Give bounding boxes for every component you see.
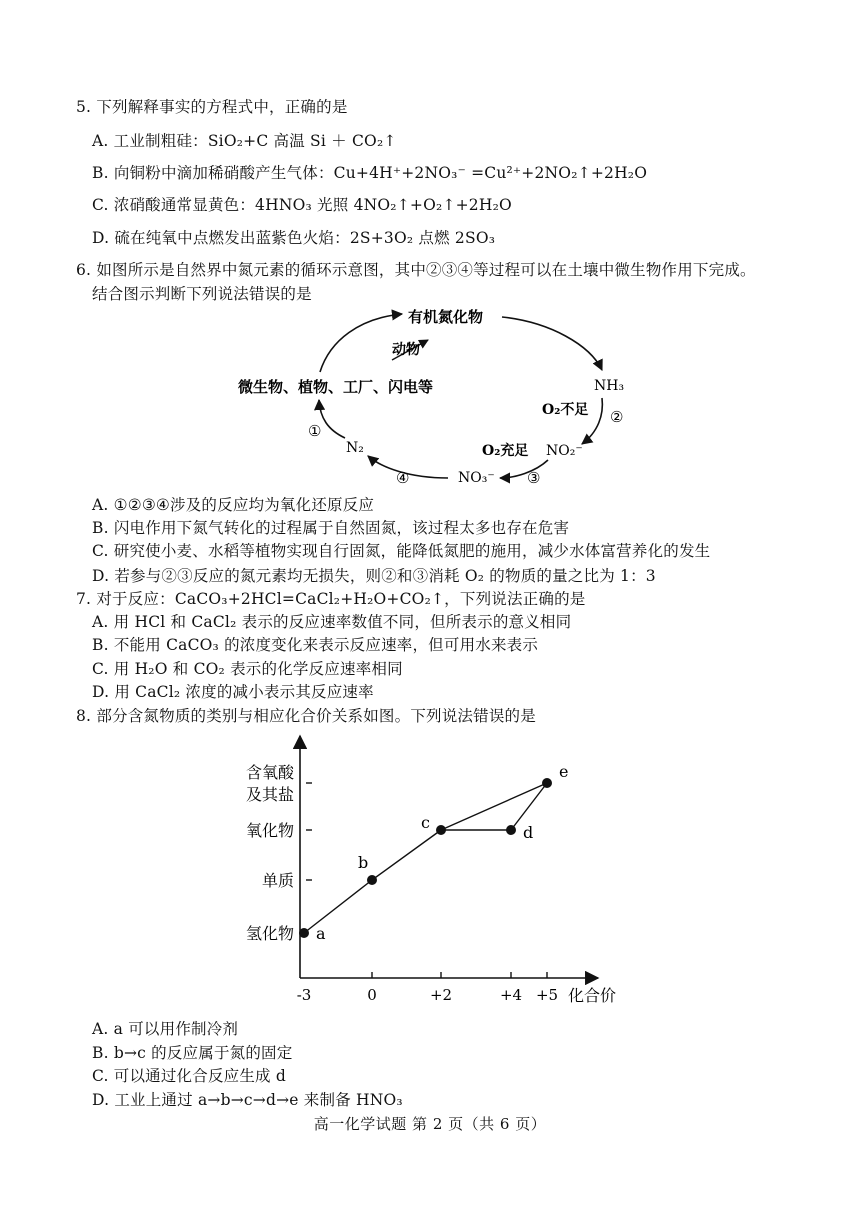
label-no3: NO₃⁻ — [458, 470, 495, 486]
point-label-b: b — [358, 853, 369, 872]
label-organic-n: 有机氮化物 — [408, 308, 484, 326]
y-category-label: 氧化物 — [245, 821, 294, 840]
point-label-d: d — [523, 823, 534, 842]
q5-option-c: C. 浓硝酸通常显黄色：4HNO₃ 光照 4NO₂↑+O₂↑+2H₂O — [92, 196, 512, 214]
q5-option-b: B. 向铜粉中滴加稀硝酸产生气体：Cu+4H⁺+2NO₃⁻ =Cu²⁺+2NO₂↑+2H₂O — [92, 164, 648, 182]
q6-option-d: D. 若参与②③反应的氮元素均无损失，则②和③消耗 O₂ 的物质的量之比为 1：3 — [92, 567, 656, 585]
data-point-c — [436, 825, 446, 835]
data-point-e — [542, 778, 552, 788]
label-no2: NO₂⁻ — [546, 443, 583, 459]
connection-line-a-b — [304, 880, 372, 933]
label-sources: 微生物、植物、工厂、闪电等 — [238, 378, 434, 396]
q5-option-d: D. 硫在纯氧中点燃发出蓝紫色火焰：2S+3O₂ 点燃 2SO₃ — [92, 229, 496, 247]
q7-option-a: A. 用 HCl 和 CaCl₂ 表示的反应速率数值不同，但所表示的意义相同 — [92, 613, 572, 631]
q8-option-b: B. b→c 的反应属于氮的固定 — [92, 1044, 293, 1062]
q6-option-a: A. ①②③④涉及的反应均为氧化还原反应 — [92, 496, 375, 514]
data-point-b — [367, 875, 377, 885]
q7-option-b: B. 不能用 CaCO₃ 的浓度变化来表示反应速率，但可用水来表示 — [92, 636, 539, 654]
q6-stem-line2: 结合图示判断下列说法错误的是 — [92, 285, 312, 303]
q5-stem: 5. 下列解释事实的方程式中，正确的是 — [76, 98, 348, 116]
y-category-label: 及其盐 — [245, 785, 294, 804]
x-tick-label: +4 — [499, 986, 523, 1004]
page-footer: 高一化学试题 第 2 页（共 6 页） — [313, 1115, 547, 1133]
label-animal: 动物 — [392, 342, 420, 358]
q6-option-b: B. 闪电作用下氮气转化的过程属于自然固氮，该过程太多也存在危害 — [92, 519, 570, 537]
label-o2-sufficient: O₂充足 — [482, 443, 529, 459]
q7-option-d: D. 用 CaCl₂ 浓度的减小表示其反应速率 — [92, 683, 374, 701]
x-tick-label: +2 — [429, 986, 453, 1004]
label-nh3: NH₃ — [594, 378, 625, 394]
x-tick-label: 0 — [367, 986, 377, 1004]
x-tick-label: +5 — [535, 986, 559, 1004]
q6-stem-line1: 6. 如图所示是自然界中氮元素的循环示意图，其中②③④等过程可以在土壤中微生物作用下完成。 — [76, 261, 756, 279]
y-category-label: 含氧酸 — [245, 763, 294, 782]
q8-option-d: D. 工业上通过 a→b→c→d→e 来制备 HNO₃ — [92, 1091, 403, 1109]
q7-stem: 7. 对于反应：CaCO₃+2HCl=CaCl₂+H₂O+CO₂↑，下列说法正确的是 — [76, 590, 586, 608]
data-point-d — [506, 825, 516, 835]
q7-option-c: C. 用 H₂O 和 CO₂ 表示的化学反应速率相同 — [92, 660, 403, 678]
label-n2: N₂ — [346, 440, 364, 456]
circle-num-1: ① — [308, 422, 322, 440]
point-label-e: e — [559, 762, 569, 781]
y-category-label: 氢化物 — [245, 924, 294, 943]
circle-num-2: ② — [610, 408, 624, 426]
q8-option-a: A. a 可以用作制冷剂 — [92, 1020, 239, 1038]
label-o2-insufficient: O₂不足 — [542, 402, 589, 418]
circle-num-4: ④ — [396, 469, 410, 487]
point-label-c: c — [421, 813, 430, 832]
connection-line-b-c — [372, 830, 441, 880]
circle-num-3: ③ — [527, 469, 541, 487]
x-axis-label: 化合价 — [568, 986, 617, 1005]
q6-option-c: C. 研究使小麦、水稻等植物实现自行固氮，能降低氮肥的施用，减少水体富营养化的发生 — [92, 542, 711, 560]
point-label-a: a — [316, 924, 326, 943]
y-category-label: 单质 — [261, 871, 294, 890]
q8-option-c: C. 可以通过化合反应生成 d — [92, 1067, 287, 1085]
q8-stem: 8. 部分含氮物质的类别与相应化合价关系如图。下列说法错误的是 — [76, 707, 536, 725]
x-tick-label: -3 — [296, 986, 312, 1004]
data-point-a — [299, 928, 309, 938]
q5-option-a: A. 工业制粗硅：SiO₂+C 高温 Si ＋ CO₂↑ — [92, 132, 397, 150]
